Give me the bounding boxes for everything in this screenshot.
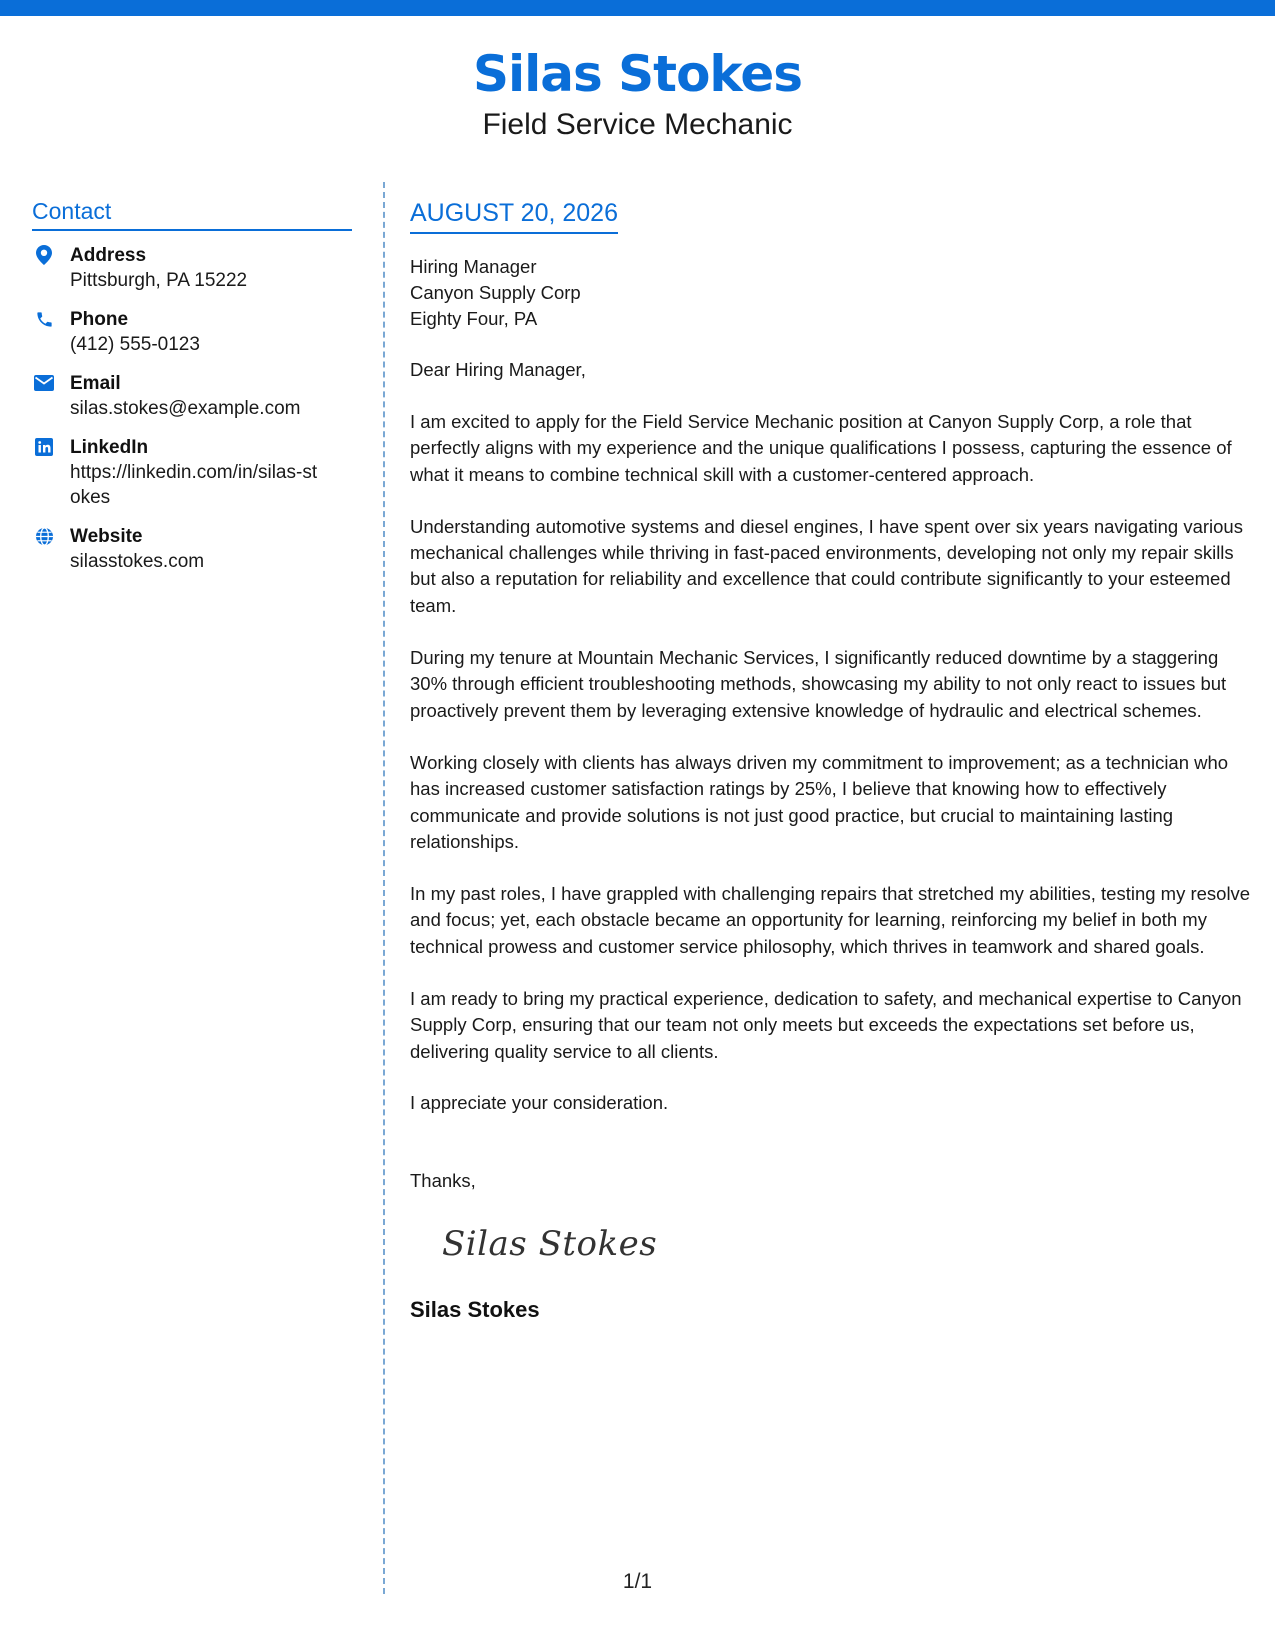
contact-value[interactable]: https://linkedin.com/in/silas-stokes: [70, 462, 318, 508]
contact-value[interactable]: silas.stokes@example.com: [70, 398, 301, 419]
applicant-name: Silas Stokes: [472, 45, 803, 103]
contact-sidebar: [32, 196, 352, 588]
contact-item-address: [32, 243, 352, 293]
contact-section-title: Contact: [32, 196, 352, 231]
letter-paragraph: Understanding automotive systems and diesel engines, I have spent over six years navigating various mechanical challenges while thriving in fast-paced environments, developing not only my repair skills but also a reputation for reliability and excellence that could contribute significantly to your esteemed team.: [410, 515, 1243, 616]
contact-label: Phone: [70, 309, 129, 330]
linkedin-icon: [34, 437, 54, 457]
contact-value: Pittsburgh, PA 15222: [70, 270, 248, 291]
recipient-line: Canyon Supply Corp: [410, 282, 581, 303]
contact-item-phone: [32, 307, 352, 357]
letter-paragraph: During my tenure at Mountain Mechanic Services, I significantly reduced downtime by a staggering 30% through efficient troubleshooting methods, showcasing my ability to not only react to issues but proactively prevent them by leveraging extensive knowledge of hydraulic and electrical schemes.: [410, 647, 1227, 721]
closing-line: I appreciate your consideration.: [410, 1091, 669, 1113]
contact-label: Email: [70, 373, 121, 394]
contact-item-email: [32, 371, 352, 421]
letter-paragraph: I am excited to apply for the Field Service Mechanic position at Canyon Supply Corp, a role that perfectly aligns with my experience and the unique qualifications I possess, capturing the essence of what it means to combine technical skill with a customer-centered approach.: [410, 411, 1232, 485]
phone-icon: [34, 309, 54, 329]
contact-label: Address: [70, 245, 147, 266]
salutation: Dear Hiring Manager,: [410, 359, 586, 380]
contact-value: (412) 555-0123: [70, 334, 200, 355]
letter-date: AUGUST 20, 2026: [410, 196, 618, 234]
contact-label: LinkedIn: [70, 437, 149, 458]
contact-item-linkedin: [32, 435, 352, 510]
page-number: 1/1: [622, 1570, 653, 1593]
recipient-line: Eighty Four, PA: [410, 308, 538, 329]
envelope-icon: [34, 373, 54, 393]
page-header: [0, 42, 1275, 144]
letter-body: [410, 196, 1255, 1324]
map-pin-icon: [34, 245, 54, 265]
job-title: Field Service Mechanic: [482, 108, 793, 141]
contact-list: [32, 243, 352, 574]
contact-value[interactable]: silasstokes.com: [70, 551, 205, 572]
contact-item-website: [32, 524, 352, 574]
contact-label: Website: [70, 526, 143, 547]
handwritten-signature: Silas Stokes: [442, 1223, 658, 1264]
letter-paragraph: In my past roles, I have grappled with challenging repairs that stretched my abilities, testing my resolve and focus; yet, each obstacle became an opportunity for learning, reinforcing my belief in both my technical prowess and customer service philosophy, which thrives in teamwork and shared goals.: [410, 883, 1251, 957]
letter-paragraph: I am ready to bring my practical experience, dedication to safety, and mechanical expertise to Canyon Supply Corp, ensuring that our team not only meets but exceeds the expectations set before us, delivering quality service to all clients.: [410, 988, 1242, 1062]
sign-off: Thanks,: [410, 1169, 476, 1191]
top-accent-bar: [0, 0, 1275, 16]
column-divider: [383, 182, 385, 1594]
recipient-block: [410, 254, 1255, 332]
globe-icon: [34, 526, 54, 546]
signed-name: Silas Stokes: [410, 1296, 540, 1322]
recipient-line: Hiring Manager: [410, 256, 537, 277]
letter-paragraph: Working closely with clients has always driven my commitment to improvement; as a technician who has increased customer satisfaction ratings by 25%, I believe that knowing how to effectively communicate and provide solutions is not just good practice, but crucial to maintaining lasting relationships.: [410, 751, 1229, 852]
